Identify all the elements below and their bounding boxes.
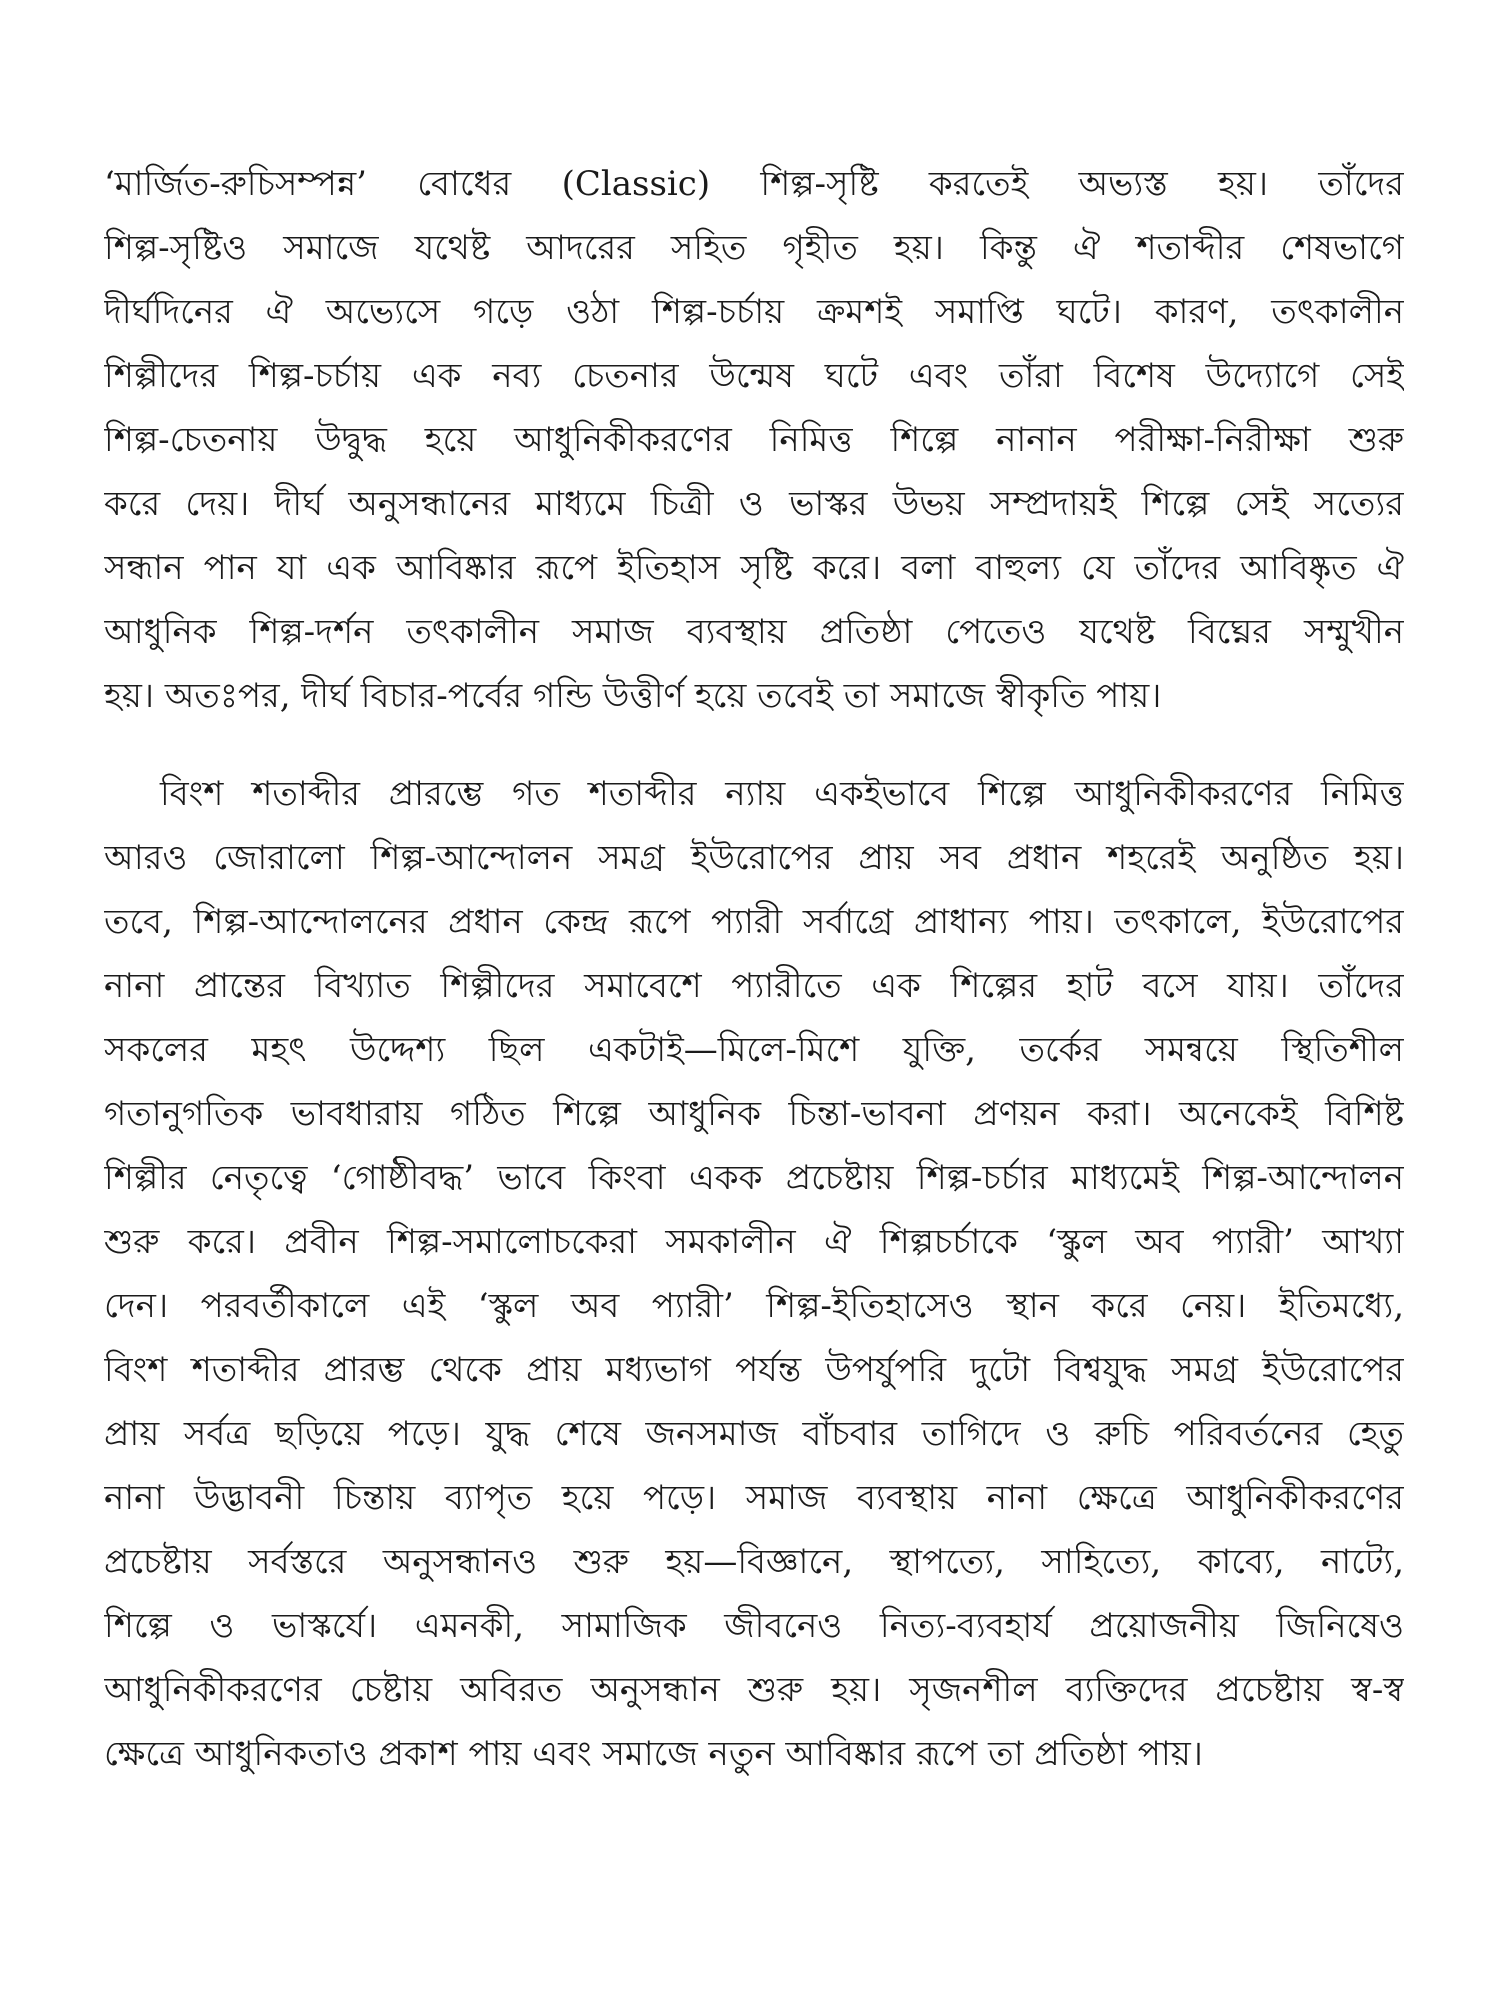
text-line: বিংশ শতাব্দীর প্রারম্ভে গত শতাব্দীর ন্যায় একইভাবে শিল্পে আধুনিকীকরণের নিমিত্ত <box>160 774 1404 814</box>
text-line: বিংশ শতাব্দীর প্রারম্ভ থেকে প্রায় মধ্যভাগ পর্যন্ত উপর্যুপরি দুটো বিশ্বযুদ্ধ সমগ্র ইউরোপের <box>104 1350 1404 1390</box>
text-line: করে দেয়। দীর্ঘ অনুসন্ধানের মাধ্যমে চিত্রী ও ভাস্কর উভয় সম্প্রদায়ই শিল্পে সেই সত্যের <box>104 484 1404 524</box>
text-line: গতানুগতিক ভাবধারায় গঠিত শিল্পে আধুনিক চিন্তা-ভাবনা প্রণয়ন করা। অনেকেই বিশিষ্ট <box>104 1094 1404 1134</box>
text-line: দীর্ঘদিনের ঐ অভ্যেসে গড়ে ওঠা শিল্প-চর্চায় ক্রমশই সমাপ্তি ঘটে। কারণ, তৎকালীন <box>104 292 1404 332</box>
text-line: সন্ধান পান যা এক আবিষ্কার রূপে ইতিহাস সৃষ্টি করে। বলা বাহুল্য যে তাঁদের আবিষ্কৃত ঐ <box>104 548 1404 588</box>
text-line: ‘মার্জিত-রুচিসম্পন্ন’ বোধের (Classic) শিল্প-সৃষ্টি করতেই অভ্যস্ত হয়। তাঁদের <box>104 164 1404 204</box>
text-line: আরও জোরালো শিল্প-আন্দোলন সমগ্র ইউরোপের প্রায় সব প্রধান শহরেই অনুষ্ঠিত হয়। <box>104 838 1404 878</box>
text-line: শুরু করে। প্রবীন শিল্প-সমালোচকেরা সমকালীন ঐ শিল্পচর্চাকে ‘স্কুল অব প্যারী’ আখ্যা <box>104 1222 1404 1262</box>
text-line: শিল্পে ও ভাস্কর্যে। এমনকী, সামাজিক জীবনেও নিত্য-ব্যবহার্য প্রয়োজনীয় জিনিষেও <box>104 1606 1404 1646</box>
text-line: প্রচেষ্টায় সর্বস্তরে অনুসন্ধানও শুরু হয়—বিজ্ঞানে, স্থাপত্যে, সাহিত্যে, কাব্যে, নাট্যে, <box>104 1542 1404 1582</box>
text-line: শিল্প-সৃষ্টিও সমাজে যথেষ্ট আদরের সহিত গৃহীত হয়। কিন্তু ঐ শতাব্দীর শেষভাগে <box>104 228 1404 268</box>
text-line: প্রায় সর্বত্র ছড়িয়ে পড়ে। যুদ্ধ শেষে জনসমাজ বাঁচবার তাগিদে ও রুচি পরিবর্তনের হেতু <box>104 1414 1404 1454</box>
text-line: নানা উদ্ভাবনী চিন্তায় ব্যাপৃত হয়ে পড়ে। সমাজ ব্যবস্থায় নানা ক্ষেত্রে আধুনিকীকরণের <box>104 1478 1404 1518</box>
paragraph-1 <box>104 152 1404 728</box>
paragraph-2 <box>104 762 1404 1786</box>
text-line: শিল্পীর নেতৃত্বে ‘গোষ্ঠীবদ্ধ’ ভাবে কিংবা একক প্রচেষ্টায় শিল্প-চর্চার মাধ্যমেই শিল্প-আন্দোলন <box>104 1158 1404 1198</box>
text-line: হয়। অতঃপর, দীর্ঘ বিচার-পর্বের গন্ডি উত্তীর্ণ হয়ে তবেই তা সমাজে স্বীকৃতি পায়। <box>104 676 1162 716</box>
text-line: সকলের মহৎ উদ্দেশ্য ছিল একটাই—মিলে-মিশে যুক্তি, তর্কের সমন্বয়ে স্থিতিশীল <box>104 1030 1404 1070</box>
text-line: ক্ষেত্রে আধুনিকতাও প্রকাশ পায় এবং সমাজে নতুন আবিষ্কার রূপে তা প্রতিষ্ঠা পায়। <box>104 1734 1203 1774</box>
text-line: তবে, শিল্প-আন্দোলনের প্রধান কেন্দ্র রূপে প্যারী সর্বাগ্রে প্রাধান্য পায়। তৎকালে, ইউরোপের <box>104 902 1404 942</box>
text-line: দেন। পরবর্তীকালে এই ‘স্কুল অব প্যারী’ শিল্প-ইতিহাসেও স্থান করে নেয়। ইতিমধ্যে, <box>104 1286 1404 1326</box>
body-text <box>104 152 1404 1786</box>
text-line: আধুনিকীকরণের চেষ্টায় অবিরত অনুসন্ধান শুরু হয়। সৃজনশীল ব্যক্তিদের প্রচেষ্টায় স্ব-স্ব <box>104 1670 1404 1710</box>
text-line: শিল্পীদের শিল্প-চর্চায় এক নব্য চেতনার উন্মেষ ঘটে এবং তাঁরা বিশেষ উদ্যোগে সেই <box>104 356 1404 396</box>
text-line: নানা প্রান্তের বিখ্যাত শিল্পীদের সমাবেশে প্যারীতে এক শিল্পের হাট বসে যায়। তাঁদের <box>104 966 1404 1006</box>
text-line: শিল্প-চেতনায় উদ্বুদ্ধ হয়ে আধুনিকীকরণের নিমিত্ত শিল্পে নানান পরীক্ষা-নিরীক্ষা শুরু <box>104 420 1404 460</box>
text-line: আধুনিক শিল্প-দর্শন তৎকালীন সমাজ ব্যবস্থায় প্রতিষ্ঠা পেতেও যথেষ্ট বিঘ্নের সম্মুখীন <box>104 612 1404 652</box>
